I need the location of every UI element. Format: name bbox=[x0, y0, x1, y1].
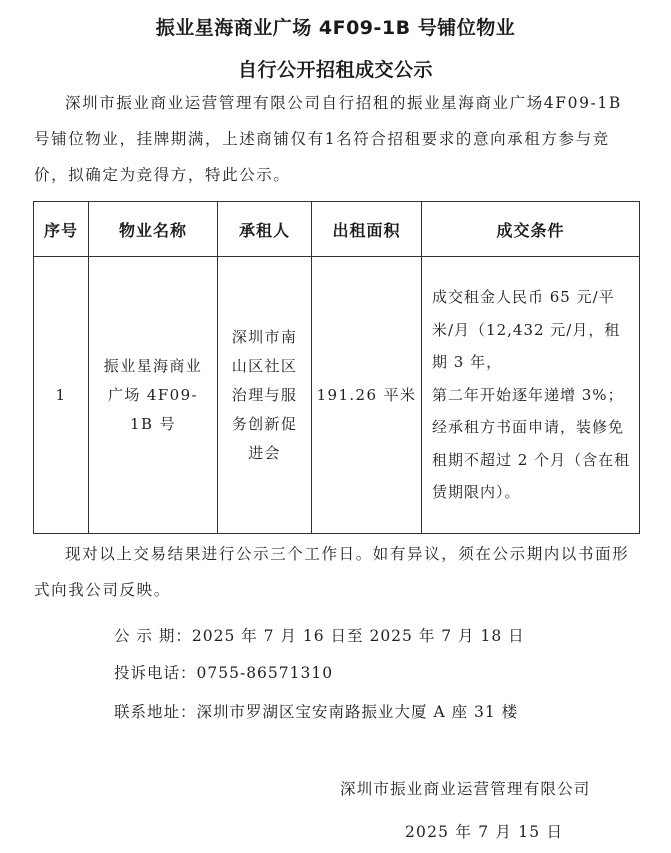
signature-company: 深圳市振业商业运营管理有限公司 bbox=[340, 780, 591, 798]
document-title-line2: 自行公开招租成交公示 bbox=[237, 59, 433, 81]
table-header-row bbox=[34, 202, 640, 257]
publicity-period bbox=[114, 624, 525, 646]
header-serial: 序号 bbox=[34, 202, 89, 257]
signature-date: 2025 年 7 月 15 日 bbox=[405, 823, 564, 841]
address-label: 联系地址： bbox=[114, 703, 197, 721]
header-terms: 成交条件 bbox=[422, 202, 640, 257]
cell-area: 191.26 平米 bbox=[312, 257, 422, 534]
header-area: 出租面积 bbox=[312, 202, 422, 257]
deal-table bbox=[33, 201, 640, 534]
document-title-line1: 振业星海商业广场 4F09-1B 号铺位物业 bbox=[155, 17, 516, 39]
cell-terms bbox=[422, 257, 640, 534]
contact-address bbox=[114, 700, 518, 722]
period-label: 公 示 期： bbox=[114, 627, 192, 645]
cell-serial: 1 bbox=[34, 257, 89, 534]
complaint-phone bbox=[114, 661, 333, 683]
header-property: 物业名称 bbox=[89, 202, 218, 257]
terms-line-3: 经承租方书面申请，装修免租期不超过 2 个月（含在租赁期限内）。 bbox=[432, 418, 631, 502]
notice-paragraph: 现对以上交易结果进行公示三个工作日。如有异议，须在公示期内以书面形式向我公司反映。 bbox=[34, 545, 630, 599]
header-lessee: 承租人 bbox=[218, 202, 312, 257]
cell-property: 振业星海商业广场 4F09-1B 号 bbox=[89, 257, 218, 534]
address-value: 深圳市罗湖区宝安南路振业大厦 A 座 31 楼 bbox=[196, 703, 519, 721]
intro-paragraph: 深圳市振业商业运营管理有限公司自行招租的振业星海商业广场4F09-1B号铺位物业，挂牌期满，上述商铺仅有1名符合招租要求的意向承租方参与竞价，拟确定为竞得方，特此公示。 bbox=[34, 94, 622, 184]
terms-line-1: 成交租金人民币 65 元/平米/月（12,432 元/月，租期 3 年， bbox=[432, 288, 621, 372]
phone-value: 0755-86571310 bbox=[196, 664, 334, 682]
cell-lessee: 深圳市南山区社区治理与服务创新促进会 bbox=[218, 257, 312, 534]
terms-line-2: 第二年开始逐年递增 3%； bbox=[432, 385, 624, 404]
table-row bbox=[34, 257, 640, 534]
period-value: 2025 年 7 月 16 日至 2025 年 7 月 18 日 bbox=[191, 627, 525, 645]
phone-label: 投诉电话： bbox=[114, 664, 197, 682]
